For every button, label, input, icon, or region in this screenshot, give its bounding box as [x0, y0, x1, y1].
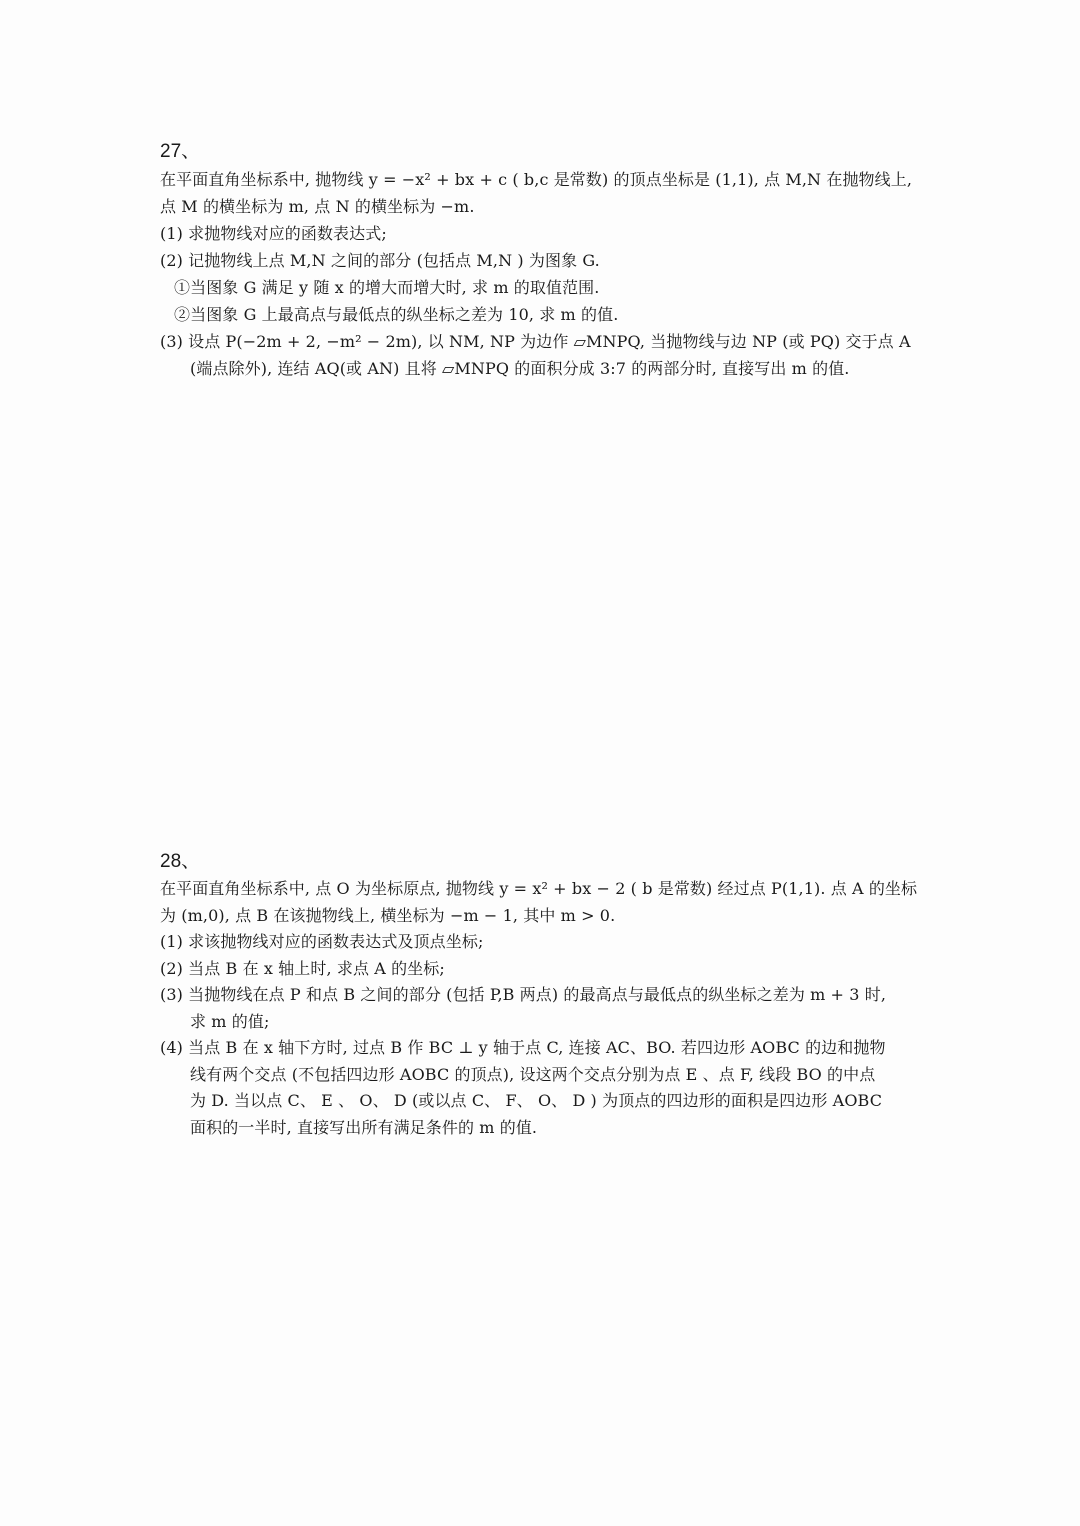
subquestion-3-continued: (端点除外), 连结 AQ(或 AN) 且将 ▱MNPQ 的面积分成 3:7 的两部分时, 直接写出 m 的值. [190, 359, 850, 378]
problem-28 [160, 848, 990, 1141]
subquestion-2: (2) 记抛物线上点 M,N 之间的部分 (包括点 M,N ) 为图象 G. [160, 251, 600, 270]
problem-number: 28、 [160, 851, 201, 872]
problem-statement-line: 为 (m,0), 点 B 在该抛物线上, 横坐标为 −m − 1, 其中 m > 0. [160, 905, 616, 925]
subquestion-4: (4) 当点 B 在 x 轴下方时, 过点 B 作 BC ⊥ y 轴于点 C, 连接 AC、BO. 若四边形 AOBC 的边和抛物 [160, 1038, 886, 1057]
subquestion-1: (1) 求该抛物线对应的函数表达式及顶点坐标; [160, 932, 484, 951]
subquestion-3-continued: 求 m 的值; [190, 1011, 270, 1031]
subquestion-4-continued: 线有两个交点 (不包括四边形 AOBC 的顶点), 设这两个交点分别为点 E 、点 F, 线段 BO 的中点 [190, 1064, 876, 1084]
subquestion-4-continued: 为 D. 当以点 C、 E 、 O、 D (或以点 C、 F、 O、 D ) 为顶点的四边形的面积是四边形 AOBC [190, 1091, 883, 1110]
problem-number: 27、 [160, 141, 201, 162]
problem-statement-line: 在平面直角坐标系中, 抛物线 y = −x² + bx + c ( b,c 是常数) 的顶点坐标是 (1,1), 点 M,N 在抛物线上, [160, 170, 913, 189]
subquestion-4-continued: 面积的一半时, 直接写出所有满足条件的 m 的值. [190, 1117, 538, 1137]
problem-statement-line: 在平面直角坐标系中, 点 O 为坐标原点, 抛物线 y = x² + bx − 2 ( b 是常数) 经过点 P(1,1). 点 A 的坐标 [160, 879, 918, 898]
subquestion-2: (2) 当点 B 在 x 轴上时, 求点 A 的坐标; [160, 958, 445, 978]
subquestion-2-part-2: ②当图象 G 上最高点与最低点的纵坐标之差为 10, 求 m 的值. [174, 305, 619, 324]
subquestion-1: (1) 求抛物线对应的函数表达式; [160, 224, 387, 243]
problem-statement-line: 点 M 的横坐标为 m, 点 N 的横坐标为 −m. [160, 197, 475, 216]
subquestion-3: (3) 设点 P(−2m + 2, −m² − 2m), 以 NM, NP 为边作 ▱MNPQ, 当抛物线与边 NP (或 PQ) 交于点 A [160, 332, 911, 351]
subquestion-2-part-1: ①当图象 G 满足 y 随 x 的增大而增大时, 求 m 的取值范围. [174, 278, 600, 297]
problem-27 [160, 138, 990, 382]
subquestion-3: (3) 当抛物线在点 P 和点 B 之间的部分 (包括 P,B 两点) 的最高点与最低点的纵坐标之差为 m + 3 时, [160, 985, 887, 1004]
